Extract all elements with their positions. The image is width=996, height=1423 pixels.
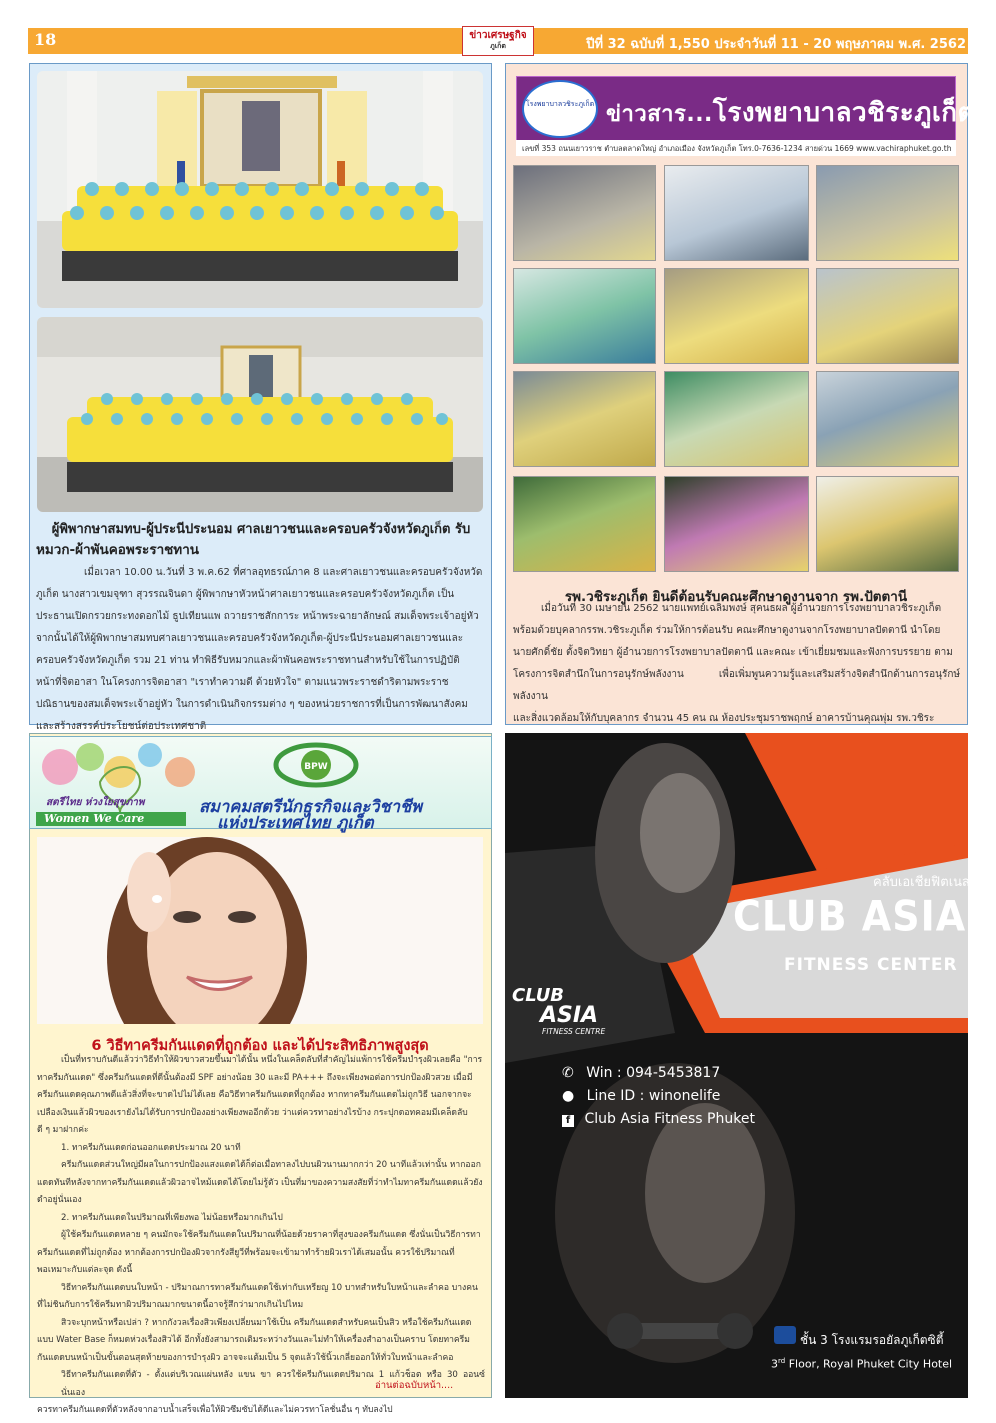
hospital-photo-12: [816, 476, 959, 572]
sunscreen-article-title: 6 วิธีทาครีมกันแดดที่ถูกต้อง และได้ประสิทธิภาพสูงสุด: [91, 1038, 429, 1054]
phone-icon: ✆: [562, 1065, 574, 1081]
sunscreen-body-line: 1. ทาครีมกันแดดก่อนออกแดดประมาณ 20 นาที: [61, 1142, 241, 1153]
location-sup: rd: [778, 1357, 786, 1365]
court-title-line1: ผู้พิพากษาสมทบ-ผู้ประนีประนอม ศาลเยาวชนและครอบครัวจังหวัดภูเก็ต รับ: [51, 522, 471, 537]
location-english: [771, 1357, 952, 1371]
sunscreen-article-body: [37, 1052, 485, 1420]
hospital-photo-5: [664, 268, 809, 364]
sunscreen-body-line: แบบ Water Base ก็หมดห่วงเรื่องสิวได้ อีกทั้งยังสามารถเติมระหว่างวันและไม่ทำให้เครื่องสำอางเป็นคราบ โดยทาครีม: [37, 1335, 470, 1345]
newspaper-logo-sub: ภูเก็ต: [490, 42, 506, 50]
contact-line-text: Line ID : winonelife: [586, 1088, 721, 1104]
sunscreen-body-line: วิธีทาครีมกันแดดที่ตัว - ตั้งแต่บริเวณแผ่นหลัง แขน ขา ควรใช้ครีมกันแดดปริมาณ 1 แก้วช็อต หรือ 30 ออนซ์นั่นเอง: [61, 1370, 485, 1398]
sunscreen-body-line: ครีมกันแดดที่ไม่ถูกต้อง หากต้องการปกป้องผิวจากรังสียูวีที่พร้อมจะเข้ามาทำร้ายผิวเราได้เสมอนั้น ควรใช้ปริมาณที่: [37, 1247, 455, 1258]
facebook-icon: f: [562, 1115, 574, 1127]
hospital-photo-1: [513, 165, 656, 261]
sunscreen-body-line: วิธีทาครีมกันแดดบนใบหน้า - ปริมาณการทาครีมกันแดดใช้เท่ากับเหรียญ 10 บาทสำหรับใบหน้าและลำคอ บางคน: [61, 1282, 478, 1293]
hospital-seal-text: โรงพยาบาลวชิระภูเก็ต: [525, 100, 595, 108]
court-article-body: [36, 562, 486, 738]
sunscreen-body-line: ควรทาครีมกันแดดที่ตัวหลังจากอาบน้ำเสร็จเพื่อให้ผิวซึมซับได้ดีและไม่ควรทาโลชั่นอื่น ๆ ทับลงไป: [37, 1405, 393, 1415]
bpw-association-line1: สมาคมสตรีนักธุรกิจและวิชาชีพ: [199, 797, 423, 816]
hospital-photo-10: [513, 476, 656, 572]
court-body-line: ครอบครัวจังหวัดภูเก็ต รวม 21 ท่าน ทำพิธีรับหมวกและผ้าพันคอพระราชทานสำหรับใช้ในการปฏิบัติ: [36, 655, 460, 666]
hospital-seal-logo: [522, 80, 598, 138]
bpw-logo: [272, 742, 360, 788]
issue-line: ปีที่ 32 ฉบับที่ 1,550 ประจำวันที่ 11 - 20 พฤษภาคม พ.ศ. 2562: [586, 37, 966, 52]
hospital-address-line: เลขที่ 353 ถนนเยาวราช ตำบลตลาดใหญ่ อำเภอเมือง จังหวัดภูเก็ต โทร.0-7636-1234 สายด่วน 1669 www.vachiraphuket.go.th: [516, 140, 956, 156]
contact-phone: [562, 1065, 720, 1081]
court-body-line: จากนั้นได้ให้ผู้พิพากษาสมทบศาลเยาวชนและครอบครัวจังหวัดภูเก็ต-ผู้ประนีประนอมศาลเยาวชนและ: [36, 633, 464, 644]
sunscreen-body-line: ผู้ใช้ครีมกันแดดหลาย ๆ คนมักจะใช้ครีมกันแดดในปริมาณที่น้อยด้วยราคาที่สูงของครีมกันแดด ซึ่งนั่นเป็นวิธีการทา: [61, 1230, 481, 1240]
hospital-photo-9: [816, 371, 959, 467]
hospital-photo-11: [664, 476, 809, 572]
sunscreen-body-line: ทาครีมกันแดด" ซึ่งครีมกันแดดที่ดีนั้นต้องมี SPF อย่างน้อย 30 และมี PA+++ ถึงจะเพียงพอต่อการปกป้องผิวสวย เมื่อมี: [37, 1072, 473, 1083]
line-icon: ●: [562, 1088, 575, 1104]
newspaper-logo: [462, 26, 534, 56]
sunscreen-body-line: ดี ๆ มาฝากค่ะ: [37, 1125, 89, 1135]
court-body-line: ปณิธานของสมเด็จพระเจ้าอยู่หัว ในการดำเนินกิจกรรมต่าง ๆ ของหน่วยราชการที่เป็นการพัฒนาสังคม: [36, 699, 468, 710]
club-logo-line2: ASIA: [540, 1003, 599, 1028]
sunscreen-body-line: กันแดดบนหน้าเป็นขั้นตอนสุดท้ายของการบำรุงผิว อาจจะแต้มเป็น 5 จุดแล้วใช้นิ้วเกลี่ยออกให้ทั่วใบหน้าและลำคอ: [37, 1352, 454, 1363]
bpw-tagline: Women We Care: [36, 812, 186, 826]
sunscreen-body-line: แดดทันทีหลังจากทาครีมกันแดดแล้วผิวอาจไหม้แดดได้โดยไม่รู้ตัว เป็นที่มาของความสงสัยที่ว่าทำไมทาครีมกันแดดแล้วยัง: [37, 1177, 483, 1188]
sunscreen-body-line: ดำอยู่นั่นเอง: [37, 1195, 82, 1205]
hospital-title-lead: ข่าวสาร...: [606, 102, 713, 127]
court-body-line: ภูเก็ต นางสาวเขมจุฑา สุวรรณจินดา ผู้พิพากษาหัวหน้าศาลเยาวชนและครอบครัวจังหวัดภูเก็ต เป็น: [36, 589, 455, 600]
club-name: CLUB ASIA: [733, 892, 967, 941]
sunscreen-body-line: ครีมกันแดดส่วนใหญ่มีผลในการปกป้องแสงแดดได้ก็ต่อเมื่อทาลงไปบนผิวนานมากกว่า 20 นาทีแล้วเท่านั้น หากออก: [61, 1160, 481, 1170]
hospital-photo-2: [664, 165, 809, 261]
hospital-body-line: เมื่อวันที่ 30 เมษายน 2562 นายแพทย์เฉลิมพงษ์ สุคนธผล ผู้อำนวยการโรงพยาบาลวชิระภูเก็ต: [541, 603, 942, 614]
hospital-photo-7: [513, 371, 656, 467]
court-body-line: หน้าที่จิตอาสา ในโครงการจิตอาสา "เราทำความดี ด้วยหัวใจ" ตามแนวพระราชดำริตามพระราช: [36, 677, 449, 688]
sunscreen-body-line: เป็นที่ทราบกันดีแล้วว่าวิธีทำให้ผิวขาวสวยขึ้นมาได้นั้น หนึ่งในเคล็ดลับที่สำคัญไม่แพ้การใช้ครีมบำรุงผิวเลยคือ "การ: [61, 1055, 483, 1065]
hospital-banner-title: [606, 92, 975, 133]
sunscreen-body-line: สิวจะบุกหน้าหรือเปล่า ? หากกังวลเรื่องสิวเพียงเปลี่ยนมาใช้เป็น ครีมกันแดดสำหรับคนเป็นสิว หรือใช้ครีมกันแดด: [61, 1317, 472, 1328]
contact-facebook-text: Club Asia Fitness Phuket: [584, 1111, 755, 1127]
bpw-side-thai: สตรีไทย ห่วงใยสุขภาพ: [46, 797, 145, 808]
newspaper-logo-text: ข่าวเศรษฐกิจ: [469, 30, 527, 41]
sunscreen-body-line: พอเหมาะกับแต่ละจุด ดังนี้: [37, 1265, 133, 1275]
hospital-photo-4: [513, 268, 656, 364]
contact-facebook: [562, 1111, 755, 1127]
location-thai: ชั้น 3 โรงแรมรอยัลภูเก็ตซิตี้: [800, 1333, 944, 1347]
hospital-body-line: นายศักดิ์ชัย ตั้งจิตวิทยา ผู้อำนวยการโรงพยาบาลปัตตานี และคณะ เข้าเยี่ยมชมและฟังการบรรยาย ตาม: [513, 647, 953, 658]
hospital-photo-6: [816, 268, 959, 364]
contact-phone-text: Win : 094-5453817: [586, 1065, 721, 1081]
court-title-line2: หมวก-ผ้าพันคอพระราชทาน: [36, 542, 200, 558]
hospital-body-line: พร้อมด้วยบุคลากรรพ.วชิระภูเก็ต ร่วมให้การต้อนรับ คณะศึกษาดูงานจากโรงพยาบาลปัตตานี นำโดย: [513, 625, 941, 636]
location-floor: 3: [771, 1357, 778, 1371]
sunscreen-model-photo: [37, 837, 483, 1024]
hospital-body-line: และสิ่งแวดล้อมให้กับบุคลากร จำนวน 45 คน ณ ห้องประชุมราชพฤกษ์ อาคารบ้านคุณพุ่ม รพ.วชิระ: [513, 713, 935, 724]
club-logo-line3: FITNESS CENTRE: [542, 1027, 606, 1036]
court-group-photo-top: [37, 71, 483, 308]
royal-phuket-city-hotel-logo: [774, 1326, 796, 1344]
hospital-title-name: โรงพยาบาลวชิระภูเก็ต: [712, 98, 975, 128]
court-article-title: [36, 519, 486, 561]
court-body-line: และสร้างสรรค์ประโยชน์ต่อประเทศชาติ: [36, 721, 207, 732]
bpw-logo-text: BPW: [304, 762, 328, 772]
hospital-body-line: โครงการจิตสำนึกในการอนุรักษ์พลังงาน เพื่อเพิ่มพูนความรู้และเสริมสร้างจิตสำนึกด้านการอนุรักษ์พลังงาน: [513, 669, 960, 702]
sunscreen-body-line: ที่ไม่ชินกับการใช้ครีมทาผิวปริมาณมากขนาดนี้อาจรู้สึกว่ามากเกินไปไหม: [37, 1300, 304, 1310]
hospital-article-body: [513, 598, 960, 752]
club-thai-name: คลับเอเชียฟิตเนส: [873, 875, 970, 890]
page-number: 18: [34, 30, 57, 49]
court-group-photo-bottom: [37, 317, 483, 512]
hospital-photo-3: [816, 165, 959, 261]
hospital-article-title: รพ.วชิระภูเก็ต ยินดีต้อนรับคณะศึกษาดูงานจาก รพ.ปัตตานี: [564, 589, 908, 605]
contact-line: [562, 1088, 720, 1104]
sunscreen-body-line: เปลืองเงินแล้วผิวของเรายังไม่ได้รับการปกป้องอย่างเพียงพออีกด้วย ว่าแต่ควรทาอย่างไรบ้าง กระปุกดอทคอมมีเคล็ดลับ: [37, 1107, 468, 1118]
club-logo-line1: CLUB: [512, 985, 565, 1006]
sunscreen-body-line: ครีมกันแดดคุณภาพดีแล้วสิ่งที่จะขาดไปไม่ได้เลย คือวิธีทาครีมกันแดดที่ถูกต้อง หากทาครีมกันแดดไม่ถูกวิธี นอกจากจะ: [37, 1090, 472, 1100]
location-en-text: Floor, Royal Phuket City Hotel: [785, 1357, 953, 1371]
court-body-line: ประธานเปิดกรวยกระทงดอกไม้ ธูปเทียนแพ ถวายราชสักการะ หน้าพระฉายาลักษณ์ สมเด็จพระเจ้าอยู่หัว: [36, 611, 479, 622]
continue-next-issue: อ่านต่อฉบับหน้า....: [375, 1380, 454, 1391]
club-subtitle: FITNESS CENTER: [784, 955, 958, 975]
court-body-line: เมื่อเวลา 10.00 น.วันที่ 3 พ.ค.62 ที่ศาลอุทธรณ์ภาค 8 และศาลเยาวชนและครอบครัวจังหวัด: [84, 567, 483, 578]
hospital-photo-8: [664, 371, 809, 467]
club-asia-logo: [512, 987, 622, 1057]
sunscreen-body-line: 2. ทาครีมกันแดดในปริมาณที่เพียงพอ ไม่น้อยหรือมากเกินไป: [61, 1212, 283, 1223]
bpw-association-line2: แห่งประเทศไทย ภูเก็ต: [217, 813, 374, 832]
